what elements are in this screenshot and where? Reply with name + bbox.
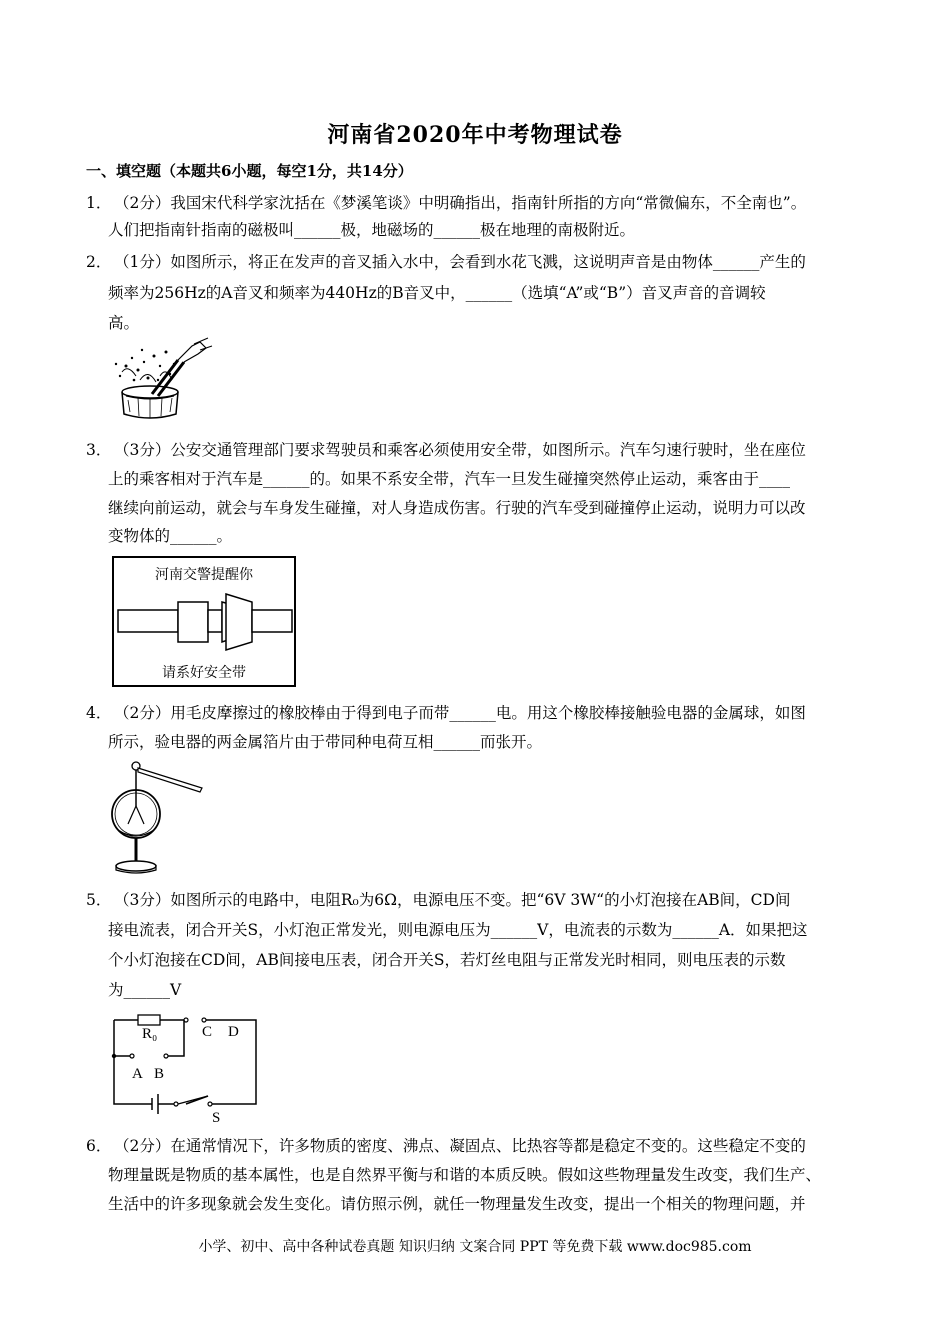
question-6-number: 6． [86,1137,112,1155]
question-6-line-1: （2分）在通常情况下，许多物质的密度、沸点、凝固点、比热容等都是稳定不变的。这些稳定不变的 [114,1137,806,1155]
question-1-number: 1． [86,194,112,212]
section-heading: 一、填空题（本题共6小题，每空1分，共14分） [86,162,413,180]
question-6-line-3: 生活中的许多现象就会发生变化。请仿照示例，就任一物理量发生改变，提出一个相关的物理问题，并 [108,1195,806,1213]
circuit-label-b: B [154,1066,165,1082]
question-5-number: 5． [86,891,112,909]
page-title: 河南省2020年中考物理试卷 [327,122,623,148]
question-6-line-2: 物理量既是物质的基本属性，也是自然界平衡与和谐的本质反映。假如这些物理量发生改变，我们生产、 [108,1166,822,1184]
question-2-line-2: 频率为256Hz的A音叉和频率为440Hz的B音叉中，______（选填“A”或“B”）音叉声音的音调较 [108,284,766,302]
electroscope-figure [108,758,208,876]
circuit-label-a: A [132,1066,143,1082]
question-4-line-1: （2分）用毛皮摩擦过的橡胶棒由于得到电子而带______电。用这个橡胶棒接触验电器的金属球，如图 [114,704,806,722]
circuit-label-c: C [202,1024,213,1040]
question-4-number: 4． [86,704,112,722]
question-2-line-3: 高。 [108,314,140,332]
sign-top-text: 河南交警提醒你 [155,567,253,583]
seat-belt-sign [112,556,296,687]
page-footer: 小学、初中、高中各种试卷真题 知识归纳 文案合同 PPT 等免费下载 www.doc985.com [198,1239,752,1255]
question-3-line-1: （3分）公安交通管理部门要求驾驶员和乘客必须使用安全带，如图所示。汽车匀速行驶时，坐在座位 [114,441,806,459]
tuning-fork-water-figure [108,336,220,422]
question-1-line-2: 人们把指南针指南的磁极叫______极，地磁场的______极在地理的南极附近。 [108,221,636,239]
sign-bottom-text: 请系好安全带 [162,665,246,681]
question-3-line-2: 上的乘客相对于汽车是______的。如果不系安全带，汽车一旦发生碰撞突然停止运动，乘客由于____ [108,470,791,488]
circuit-diagram [108,1010,264,1124]
question-3-number: 3． [86,441,112,459]
question-5-line-2: 接电流表，闭合开关S，小灯泡正常发光，则电源电压为______V，电流表的示数为______A．如果把这 [108,921,808,939]
question-2-line-1: （1分）如图所示，将正在发声的音叉插入水中，会看到水花飞溅，这说明声音是由物体______产生的 [114,253,806,271]
question-4-line-2: 所示，验电器的两金属箔片由于带同种电荷互相______而张开。 [108,733,543,751]
question-5-line-4: 为______V [108,981,182,999]
circuit-label-s: S [212,1110,221,1124]
question-2-number: 2． [86,253,112,271]
question-5-line-1: （3分）如图所示的电路中，电阻R₀为6Ω，电源电压不变。把“6V 3W“的小灯泡接在AB间，CD间 [114,891,791,909]
circuit-label-r0: R₀ [142,1026,158,1042]
circuit-label-d: D [228,1024,239,1040]
question-5-line-3: 个小灯泡接在CD间，AB间接电压表，闭合开关S，若灯丝电阻与正常发光时相同，则电压表的示数 [108,951,786,969]
question-3-line-4: 变物体的______。 [108,527,233,545]
question-1-line-1: （2分）我国宋代科学家沈括在《梦溪笔谈》中明确指出，指南针所指的方向“常微偏东，不全南也”。 [114,194,807,212]
question-3-line-3: 继续向前运动，就会与车身发生碰撞，对人身造成伤害。行驶的汽车受到碰撞停止运动，说明力可以改 [108,499,806,517]
